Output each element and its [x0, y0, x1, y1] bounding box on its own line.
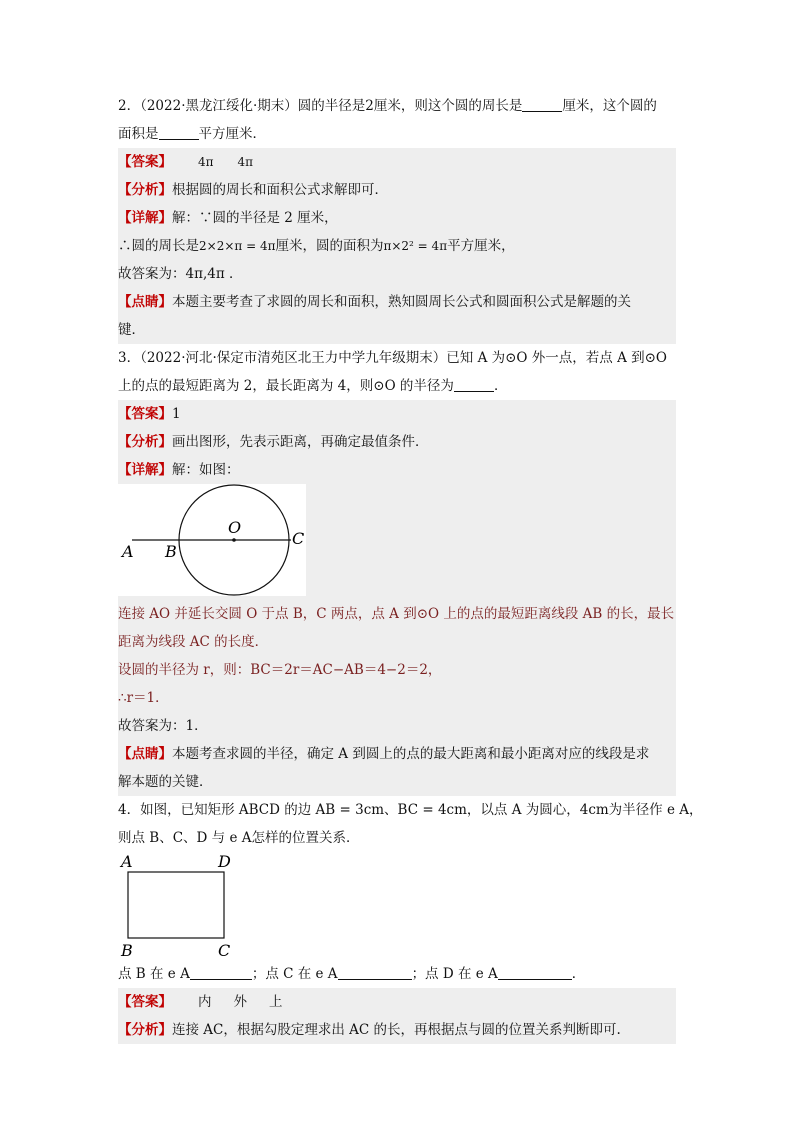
q3-stem-line-2: 上的点的最短距离为 2，最长距离为 4，则⊙O 的半径为 ． [118, 378, 508, 394]
q4-blank-2 [338, 965, 412, 980]
q2-answer: 【答案】 4π 4π [118, 154, 254, 170]
label-b: B [165, 542, 177, 561]
center-point-o [232, 538, 236, 542]
label-a: A [122, 542, 134, 561]
q4-figure-row [118, 852, 676, 960]
q3-figure-row [118, 484, 676, 600]
q2-blank-1 [522, 97, 562, 112]
q4-answer: 【答案】 内 外 上 [118, 994, 283, 1010]
q3-detail-1: 【详解】解：如图： [118, 462, 240, 478]
q2-analysis: 【分析】根据圆的周长和面积公式求解即可． [118, 182, 388, 198]
q2-detail-3: 故答案为：4π,4π ． [118, 266, 243, 282]
q3-point-1: 【点睛】本题考查求圆的半径，确定 A 到圆上的点的最大距离和最小距离对应的线段是求 [118, 746, 650, 762]
label-d: D [218, 852, 231, 871]
q3-explain-2: 距离为线段 AC 的长度． [118, 634, 269, 650]
q2-blank-2 [159, 125, 199, 140]
q2-stem-line-2: 面积是 平方厘米． [118, 126, 266, 142]
label-o: O [228, 518, 242, 537]
label-c: C [218, 941, 231, 960]
q2-stem-line-1: 2．（2022·黑龙江绥化·期末）圆的半径是2厘米，则这个圆的周长是 厘米，这个圆的 [118, 98, 657, 114]
label-a: A [121, 852, 133, 871]
q2-solution-block [118, 148, 676, 344]
q4-blank-1 [190, 965, 252, 980]
q3-stem-line-1: 3．（2022·河北·保定市清苑区北王力中学九年级期末）已知 A 为⊙O 外一点，若点 A 到⊙O [118, 350, 667, 366]
circle-diagram [118, 484, 306, 596]
q4-solution-block [118, 988, 676, 1044]
q3-blank [454, 377, 494, 392]
q4-fill-line: 点 B 在 e A ；点 C 在 e A ；点 D 在 e A ． [118, 966, 586, 982]
q2-detail-1: 【详解】解：∵圆的半径是 2 厘米， [118, 210, 338, 226]
q3-point-2: 解本题的关键． [118, 774, 213, 790]
q3-explain-3: 设圆的半径为 r，则：BC＝2r＝AC−AB＝4−2＝2， [118, 662, 442, 678]
document-page [118, 92, 703, 1044]
rectangle-abcd [128, 872, 224, 938]
q3-explain-4: ∴r＝1． [118, 690, 169, 706]
q4-stem-line-2: 则点 B、C、D 与 e A怎样的位置关系． [118, 830, 360, 846]
q2-detail-2: ∴圆的周长是2×2×π = 4π厘米，圆的面积为π×2² = 4π平方厘米， [118, 238, 515, 254]
q4-stem-line-1: 4．如图，已知矩形 ABCD 的边 AB = 3cm、BC = 4cm，以点 A 为圆心，4cm为半径作 e A， [118, 802, 703, 818]
q3-explain-5: 故答案为：1． [118, 718, 208, 734]
q4-blank-3 [498, 965, 572, 980]
q2-point-1: 【点睛】本题主要考查了求圆的周长和面积，熟知圆周长公式和圆面积公式是解题的关 [118, 294, 631, 310]
q3-analysis: 【分析】画出图形，先表示距离，再确定最值条件． [118, 434, 429, 450]
q3-explain-1: 连接 AO 并延长交圆 O 于点 B，C 两点，点 A 到⊙O 上的点的最短距离线段 AB 的长，最长 [118, 606, 675, 622]
rectangle-diagram [118, 852, 248, 960]
q2-point-2: 键． [118, 322, 145, 338]
q3-solution-block [118, 400, 676, 796]
q3-answer: 【答案】1 [118, 406, 181, 422]
label-c: C [292, 529, 305, 548]
q4-analysis: 【分析】连接 AC，根据勾股定理求出 AC 的长，再根据点与圆的位置关系判断即可. [118, 1022, 621, 1038]
label-b: B [121, 941, 133, 960]
